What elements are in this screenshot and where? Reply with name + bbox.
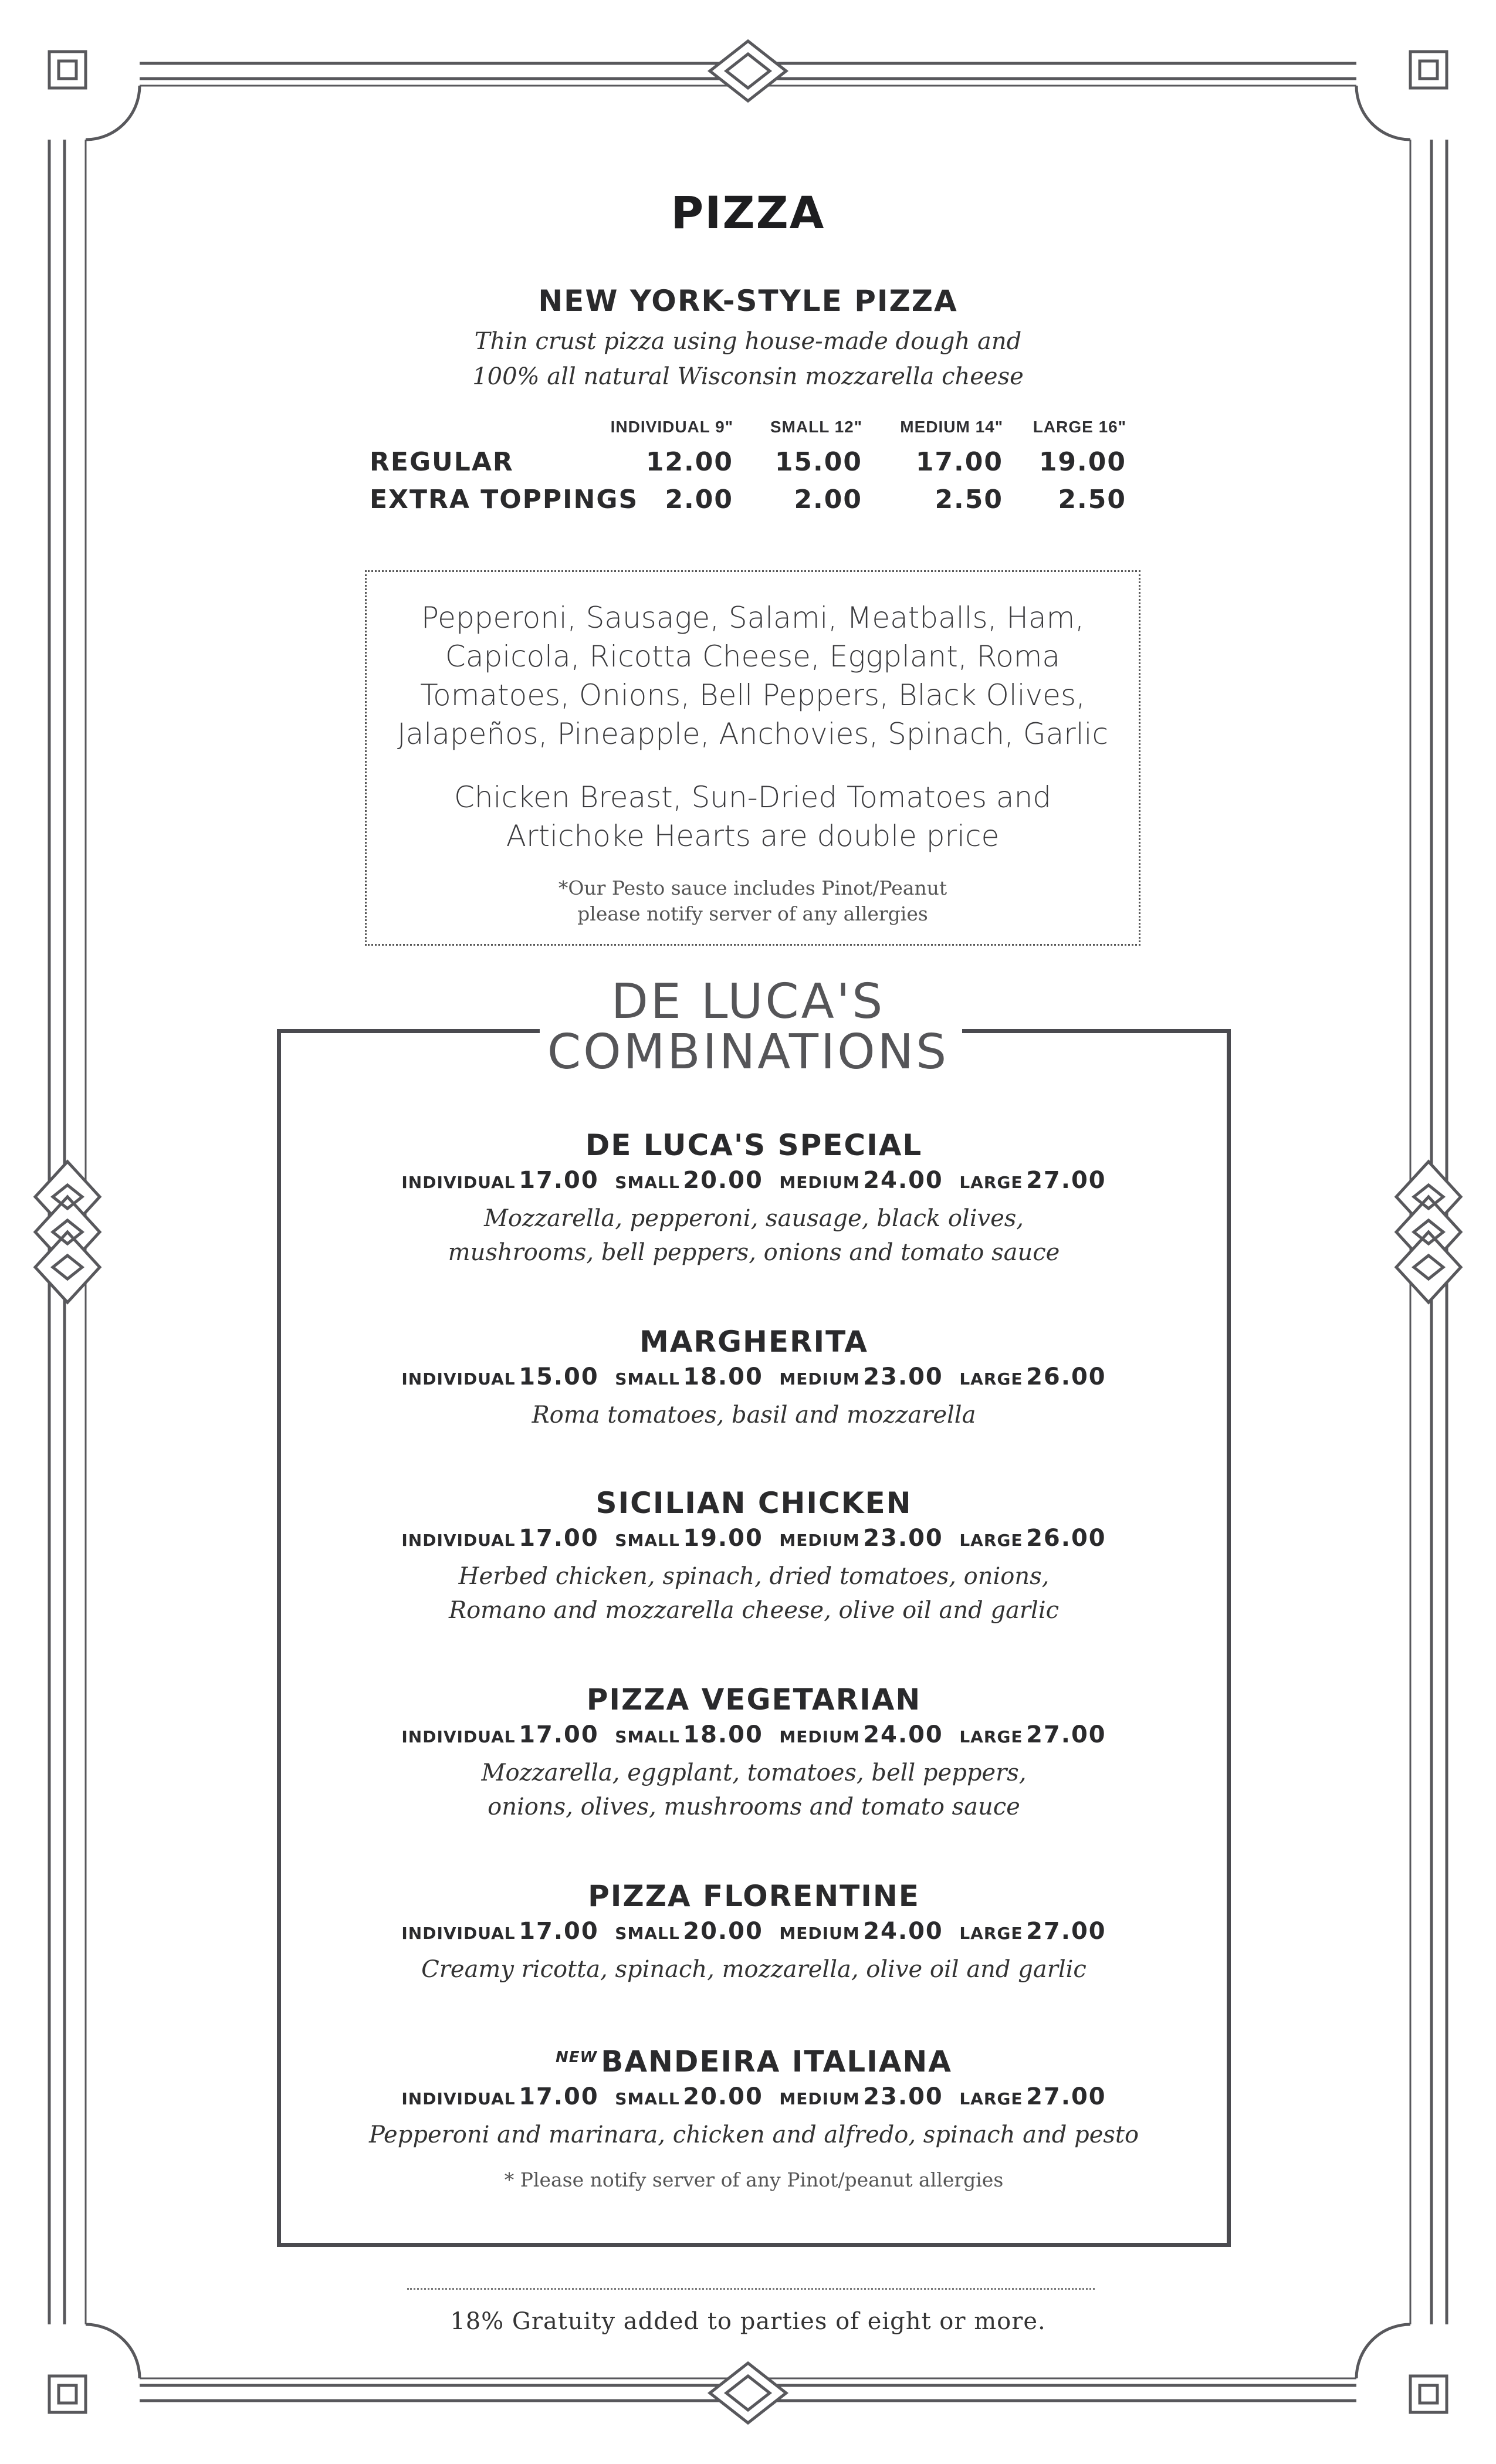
price: 27.00 <box>1026 1918 1106 1945</box>
nyp-description-line: Thin crust pizza using house-made dough and <box>474 328 1022 355</box>
gratuity-note: 18% Gratuity added to parties of eight or more. <box>450 2308 1046 2335</box>
price: 18.00 <box>683 1363 763 1390</box>
price: 19.00 <box>683 1525 763 1552</box>
double-price-toppings <box>381 778 1124 855</box>
combinations-allergy-note: * Please notify server of any Pinot/peanut allergies <box>504 2168 1004 2191</box>
item-name: PIZZA VEGETARIAN <box>586 1683 922 1717</box>
item-prices <box>277 1164 1231 1201</box>
item-name-row <box>277 2039 1231 2080</box>
price-toppings-large: 2.50 <box>1058 485 1126 515</box>
item-prices <box>277 1718 1231 1756</box>
menu-item-pizza-vegetarian <box>277 1681 1231 1824</box>
item-description-line: Roma tomatoes, basil and mozzarella <box>532 1402 976 1429</box>
price: 17.00 <box>519 1721 599 1748</box>
price-toppings-medium: 2.50 <box>935 485 1003 515</box>
size-label: MEDIUM <box>779 1924 860 1943</box>
size-label: INDIVIDUAL <box>401 1727 516 1747</box>
size-header-large: LARGE 16" <box>1033 418 1126 436</box>
price: 27.00 <box>1026 1721 1106 1748</box>
size-label: SMALL <box>615 1531 680 1550</box>
new-badge: NEW <box>556 2049 598 2066</box>
pesto-note-line: please notify server of any allergies <box>577 902 928 925</box>
price-regular-medium: 17.00 <box>915 447 1003 477</box>
double-price-line: Artichoke Hearts are double price <box>506 819 1000 853</box>
item-description <box>277 1398 1231 1432</box>
item-name: DE LUCA'S SPECIAL <box>585 1128 923 1162</box>
price: 23.00 <box>863 1525 943 1552</box>
combinations-title: COMBINATIONS <box>547 1024 949 1080</box>
price: 23.00 <box>863 1363 943 1390</box>
nyp-name: NEW YORK-STYLE PIZZA <box>538 284 958 318</box>
size-label: MEDIUM <box>779 1369 860 1389</box>
price: 17.00 <box>519 1918 599 1945</box>
item-description <box>277 2118 1231 2152</box>
size-label: INDIVIDUAL <box>401 1531 516 1550</box>
size-label: MEDIUM <box>779 1531 860 1550</box>
price: 17.00 <box>519 1167 599 1194</box>
double-price-line: Chicken Breast, Sun-Dried Tomatoes and <box>454 780 1051 814</box>
size-header-small: SMALL 12" <box>770 418 862 436</box>
item-name: MARGHERITA <box>639 1325 869 1359</box>
price-toppings-individual: 2.00 <box>665 485 733 515</box>
item-name: PIZZA FLORENTINE <box>588 1879 920 1913</box>
price: 24.00 <box>863 1918 943 1945</box>
item-name: SICILIAN CHICKEN <box>595 1486 912 1520</box>
size-label: INDIVIDUAL <box>401 2089 516 2108</box>
item-description-line: Creamy ricotta, spinach, mozzarella, olive oil and garlic <box>421 1956 1087 1983</box>
nyp-description <box>0 324 1496 394</box>
size-label: LARGE <box>959 2089 1023 2108</box>
price-regular-individual: 12.00 <box>645 447 733 477</box>
size-label: INDIVIDUAL <box>401 1173 516 1192</box>
size-label: INDIVIDUAL <box>401 1369 516 1389</box>
item-description-line: Romano and mozzarella cheese, olive oil and garlic <box>448 1597 1060 1624</box>
menu-item-bandeira-italiana <box>277 2039 1231 2152</box>
item-description-line: Mozzarella, pepperoni, sausage, black olives, <box>483 1205 1024 1232</box>
page-title: PIZZA <box>671 187 825 239</box>
menu-item-pizza-florentine <box>277 1877 1231 1986</box>
price: 27.00 <box>1026 2083 1106 2110</box>
size-label: SMALL <box>615 1369 680 1389</box>
price: 24.00 <box>863 1721 943 1748</box>
size-label: MEDIUM <box>779 1173 860 1192</box>
item-description <box>277 1201 1231 1270</box>
item-prices <box>277 1522 1231 1559</box>
item-description-line: Pepperoni and marinara, chicken and alfredo, spinach and pesto <box>368 2121 1139 2148</box>
size-label: MEDIUM <box>779 2089 860 2108</box>
toppings-line: Jalapeños, Pineapple, Anchovies, Spinach, Garlic <box>397 717 1109 751</box>
item-prices <box>277 1915 1231 1952</box>
menu-item-margherita <box>277 1323 1231 1432</box>
row-label-extra-toppings: EXTRA TOPPINGS <box>370 485 639 515</box>
item-description <box>277 1559 1231 1627</box>
footer-divider <box>407 2288 1095 2290</box>
toppings-line: Tomatoes, Onions, Bell Peppers, Black Olives, <box>420 678 1085 712</box>
size-label: LARGE <box>959 1173 1023 1192</box>
price: 26.00 <box>1026 1525 1106 1552</box>
price: 20.00 <box>683 1918 763 1945</box>
item-prices <box>277 1360 1231 1398</box>
menu-item-de-lucas-special <box>277 1126 1231 1270</box>
size-label: LARGE <box>959 1531 1023 1550</box>
size-label: MEDIUM <box>779 1727 860 1747</box>
item-description-line: Herbed chicken, spinach, dried tomatoes, onions, <box>458 1563 1050 1590</box>
size-label: SMALL <box>615 1173 680 1192</box>
size-label: SMALL <box>615 2089 680 2108</box>
item-name: BANDEIRA ITALIANA <box>601 2045 952 2079</box>
item-description <box>277 1756 1231 1824</box>
price-toppings-small: 2.00 <box>794 485 862 515</box>
price: 15.00 <box>519 1363 599 1390</box>
size-header-individual: INDIVIDUAL 9" <box>610 418 733 436</box>
combinations-title-brand: DE LUCA'S <box>611 974 885 1030</box>
item-description-line: onions, olives, mushrooms and tomato sauce <box>488 1793 1020 1820</box>
size-label: LARGE <box>959 1924 1023 1943</box>
size-label: LARGE <box>959 1369 1023 1389</box>
item-prices <box>277 2080 1231 2118</box>
price: 26.00 <box>1026 1363 1106 1390</box>
item-description <box>277 1952 1231 1986</box>
price-regular-large: 19.00 <box>1038 447 1126 477</box>
size-header-medium: MEDIUM 14" <box>900 418 1003 436</box>
size-label: LARGE <box>959 1727 1023 1747</box>
size-label: SMALL <box>615 1727 680 1747</box>
pesto-note-line: *Our Pesto sauce includes Pinot/Peanut <box>558 876 947 899</box>
price: 17.00 <box>519 1525 599 1552</box>
toppings-line: Capicola, Ricotta Cheese, Eggplant, Roma <box>445 639 1061 673</box>
size-label: INDIVIDUAL <box>401 1924 516 1943</box>
price: 17.00 <box>519 2083 599 2110</box>
nyp-description-line: 100% all natural Wisconsin mozzarella cheese <box>472 363 1024 390</box>
toppings-line: Pepperoni, Sausage, Salami, Meatballs, Ham, <box>421 601 1085 635</box>
price: 27.00 <box>1026 1167 1106 1194</box>
price: 18.00 <box>683 1721 763 1748</box>
size-label: SMALL <box>615 1924 680 1943</box>
price: 20.00 <box>683 1167 763 1194</box>
pesto-allergy-note <box>381 875 1124 927</box>
price-regular-small: 15.00 <box>774 447 862 477</box>
item-description-line: mushrooms, bell peppers, onions and tomato sauce <box>448 1239 1060 1266</box>
price: 24.00 <box>863 1167 943 1194</box>
row-label-regular: REGULAR <box>370 447 514 477</box>
toppings-list <box>381 598 1124 753</box>
menu-item-sicilian-chicken <box>277 1484 1231 1627</box>
price: 23.00 <box>863 2083 943 2110</box>
price: 20.00 <box>683 2083 763 2110</box>
item-description-line: Mozzarella, eggplant, tomatoes, bell peppers, <box>481 1759 1027 1786</box>
